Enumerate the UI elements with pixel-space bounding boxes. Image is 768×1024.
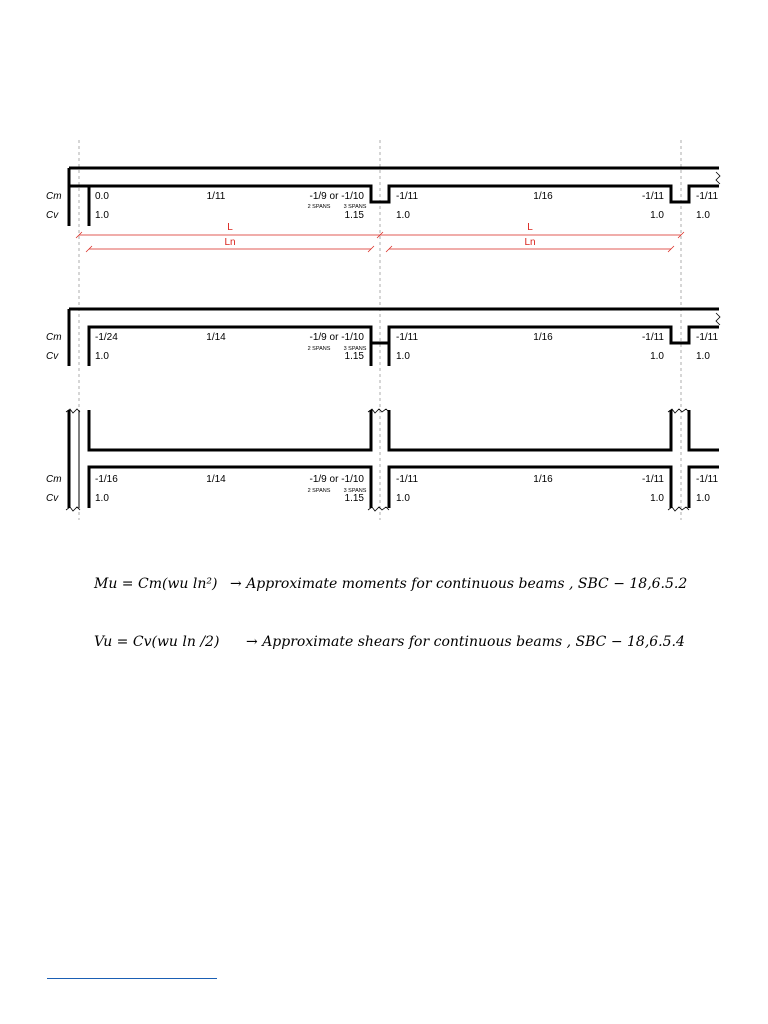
span-note: 2 SPANS [307,488,331,494]
span-note: 3 SPANS [343,346,367,352]
cv-value: 1.15 [344,210,364,221]
span-length-label: L [527,222,533,233]
cm-value: -1/11 [696,191,719,202]
cv-value: 1.0 [95,493,109,504]
moment-equation-text: Approximate moments for continuous beams , SBC − 18,6.5.2 [246,576,688,592]
cm-value: -1/11 [641,191,664,202]
cm-value: -1/11 [641,474,664,485]
moment-equation-lhs: Mu = Cm(wu ln²) [94,576,218,592]
footnote-separator [47,978,217,979]
cm-value: -1/11 [641,332,664,343]
cm-row-label: Cm [46,191,62,202]
clear-span-label: Ln [224,237,236,248]
cm-value: 1/11 [206,191,226,202]
cm-value: -1/11 [396,332,419,343]
shear-equation-note [246,634,685,650]
cm-row-label: Cm [46,332,62,343]
cm-value: -1/9 or -1/10 [309,332,364,343]
cm-value: -1/11 [396,474,419,485]
cv-value: 1.0 [696,351,710,362]
cm-value: -1/24 [95,332,118,343]
right-arrow-icon: → [246,634,258,650]
diagram-1 [46,168,720,252]
cm-value: -1/9 or -1/10 [309,191,364,202]
cm-value: 1/14 [206,332,226,343]
beam-3-outline [69,410,719,508]
cv-value: 1.0 [396,351,410,362]
span-note: 3 SPANS [343,204,367,210]
clear-span-label: Ln [524,237,536,248]
cv-value: 1.0 [650,351,664,362]
beam-1-outline [69,168,719,226]
shear-equation-text: Approximate shears for continuous beams , SBC − 18,6.5.4 [262,634,685,650]
span-note: 2 SPANS [307,346,331,352]
shear-equation-lhs: Vu = Cv(wu ln /2) [94,634,220,650]
cv-value: 1.0 [95,210,109,221]
shear-equation [94,634,219,650]
cv-value: 1.0 [696,493,710,504]
cv-row-label: Cv [46,493,59,504]
cm-value: -1/11 [696,474,719,485]
span-note: 3 SPANS [343,488,367,494]
support-gridlines [79,140,681,520]
cv-value: 1.15 [344,351,364,362]
cm-value: 1/16 [533,332,553,343]
moment-equation-note [230,576,687,592]
cv-row-label: Cv [46,351,59,362]
cm-value: -1/16 [95,474,118,485]
cm-value: -1/9 or -1/10 [309,474,364,485]
cv-value: 1.15 [344,493,364,504]
beam-2-outline [69,309,719,366]
cv-value: 1.0 [396,210,410,221]
cv-value: 1.0 [696,210,710,221]
cv-value: 1.0 [396,493,410,504]
diagram-3 [46,409,719,511]
break-mark-icon [668,507,689,511]
span-length-label: L [227,222,233,233]
break-mark-icon [368,507,389,511]
break-mark-icon [716,313,720,325]
cm-value: 0.0 [95,191,109,202]
break-mark-icon [716,172,720,184]
diagram-2 [46,309,720,366]
moment-equation [94,576,217,592]
cv-value: 1.0 [95,351,109,362]
cv-value: 1.0 [650,493,664,504]
cm-row-label: Cm [46,474,62,485]
cv-row-label: Cv [46,210,59,221]
right-arrow-icon: → [230,576,242,592]
cm-value: -1/11 [396,191,419,202]
cm-value: -1/11 [696,332,719,343]
cm-value: 1/14 [206,474,226,485]
span-note: 2 SPANS [307,204,331,210]
cm-value: 1/16 [533,474,553,485]
cm-value: 1/16 [533,191,553,202]
cv-value: 1.0 [650,210,664,221]
